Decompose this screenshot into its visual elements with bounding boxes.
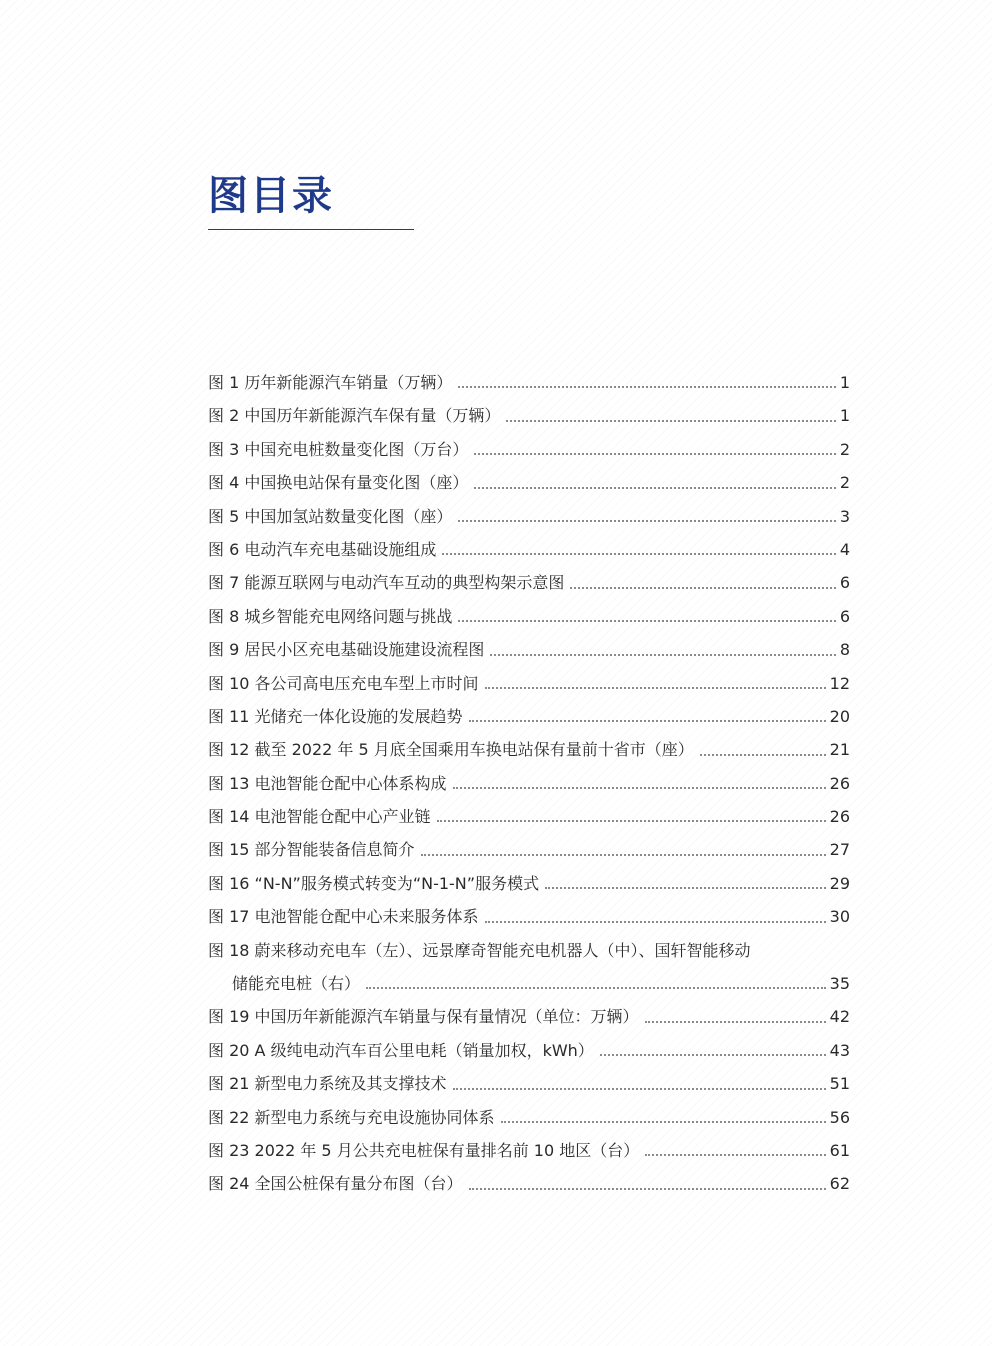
toc-page-number: 2 (839, 473, 850, 493)
dot-leader (490, 654, 835, 656)
dot-leader (474, 487, 835, 489)
dot-leader (469, 1188, 826, 1190)
toc-entry-title: 图 2 中国历年新能源汽车保有量（万辆） (208, 406, 501, 426)
toc-entry[interactable] (208, 1167, 850, 1200)
toc-entry-title: 图 9 居民小区充电基础设施建设流程图 (208, 640, 485, 660)
toc-page-number: 35 (829, 974, 850, 994)
toc-page-number: 21 (829, 740, 850, 760)
dot-leader (421, 854, 826, 856)
dot-leader (545, 887, 826, 889)
toc-entry[interactable] (208, 767, 850, 800)
toc-entry-title: 图 6 电动汽车充电基础设施组成 (208, 539, 437, 559)
dot-leader (485, 687, 826, 689)
dot-leader (453, 1088, 826, 1090)
toc-entry[interactable] (208, 800, 850, 833)
dot-leader (570, 587, 835, 589)
dot-leader (645, 1154, 825, 1156)
dot-leader (474, 453, 835, 455)
toc-entry-title: 图 1 历年新能源汽车销量（万辆） (208, 372, 453, 392)
toc-entry-title: 图 19 中国历年新能源汽车销量与保有量情况（单位：万辆） (208, 1007, 639, 1027)
toc-entry[interactable] (208, 1134, 850, 1167)
dot-leader (453, 787, 826, 789)
title-underline (208, 229, 414, 230)
toc-entry-title: 图 7 能源互联网与电动汽车互动的典型构架示意图 (208, 573, 565, 593)
toc-entry-title: 图 22 新型电力系统与充电设施协同体系 (208, 1107, 495, 1127)
toc-entry-title: 图 3 中国充电桩数量变化图（万台） (208, 439, 469, 459)
toc-entry[interactable] (208, 399, 850, 432)
toc-entry[interactable] (208, 1000, 850, 1033)
toc-page-number: 1 (839, 406, 850, 426)
toc-page-number: 2 (839, 439, 850, 459)
toc-entry[interactable] (208, 466, 850, 499)
dot-leader (506, 420, 835, 422)
toc-page-number: 8 (839, 640, 850, 660)
toc-entry-title: 图 12 截至 2022 年 5 月底全国乘用车换电站保有量前十省市（座） (208, 740, 694, 760)
dot-leader (501, 1121, 826, 1123)
toc-entry[interactable] (208, 600, 850, 633)
toc-page-number: 27 (829, 840, 850, 860)
toc-entry[interactable] (208, 533, 850, 566)
toc-page-number: 56 (829, 1107, 850, 1127)
toc-page-number: 51 (829, 1074, 850, 1094)
toc-page-number: 4 (839, 539, 850, 559)
toc-entry-title: 图 24 全国公桩保有量分布图（台） (208, 1174, 463, 1194)
toc-page-number: 62 (829, 1174, 850, 1194)
dot-leader (485, 921, 826, 923)
toc-page-number: 3 (839, 506, 850, 526)
toc-entry[interactable] (208, 433, 850, 466)
dot-leader (366, 987, 826, 989)
toc-entry[interactable] (208, 667, 850, 700)
toc-entry-title: 图 11 光储充一体化设施的发展趋势 (208, 706, 463, 726)
toc-entry[interactable] (208, 1067, 850, 1100)
toc-entry-title: 图 5 中国加氢站数量变化图（座） (208, 506, 453, 526)
dot-leader (458, 620, 835, 622)
toc-page-number: 30 (829, 907, 850, 927)
toc-page-number: 42 (829, 1007, 850, 1027)
toc-entry[interactable] (208, 1034, 850, 1067)
toc-entry[interactable] (208, 700, 850, 733)
toc-page-number: 26 (829, 807, 850, 827)
dot-leader (600, 1054, 826, 1056)
dot-leader (469, 720, 826, 722)
toc-entry[interactable] (208, 867, 850, 900)
dot-leader (458, 520, 835, 522)
toc-page-number: 20 (829, 706, 850, 726)
toc-entry-line[interactable] (208, 934, 850, 967)
toc-page-number: 43 (829, 1040, 850, 1060)
toc-page-number: 1 (839, 372, 850, 392)
toc-entry-title: 图 8 城乡智能充电网络问题与挑战 (208, 606, 453, 626)
toc-entry-title: 图 10 各公司高电压充电车型上市时间 (208, 673, 479, 693)
toc-entry[interactable] (208, 633, 850, 666)
toc-entry-title: 图 20 A 级纯电动汽车百公里电耗（销量加权，kWh） (208, 1040, 594, 1060)
dot-leader (442, 553, 835, 555)
dot-leader (437, 820, 826, 822)
toc-entry[interactable] (208, 967, 850, 1000)
toc-page-number: 6 (839, 606, 850, 626)
dot-leader (645, 1021, 826, 1023)
toc-page-number: 29 (829, 873, 850, 893)
toc-entry[interactable] (208, 366, 850, 399)
toc-entry-title: 图 15 部分智能装备信息简介 (208, 840, 415, 860)
toc-entry-title: 图 16 “N-N”服务模式转变为“N-1-N”服务模式 (208, 873, 540, 893)
toc-entry-title: 图 18 蔚来移动充电车（左）、远景摩奇智能充电机器人（中）、国轩智能移动 (208, 940, 751, 960)
page-title: 图目录 (208, 173, 334, 219)
toc-entry[interactable] (208, 566, 850, 599)
toc-page-number: 6 (839, 573, 850, 593)
toc-entry[interactable] (208, 500, 850, 533)
toc-entry[interactable] (208, 1101, 850, 1134)
toc-entry[interactable] (208, 900, 850, 933)
toc-entry[interactable] (208, 833, 850, 866)
toc-entry-title-continued: 储能充电桩（右） (232, 974, 361, 994)
toc-page-number: 61 (829, 1140, 850, 1160)
toc-entry-title: 图 14 电池智能仓配中心产业链 (208, 807, 431, 827)
figure-list (208, 366, 850, 1201)
dot-leader (700, 754, 826, 756)
toc-entry[interactable] (208, 733, 850, 766)
toc-entry-title: 图 13 电池智能仓配中心体系构成 (208, 773, 447, 793)
toc-entry-title: 图 21 新型电力系统及其支撑技术 (208, 1074, 447, 1094)
toc-page-number: 12 (829, 673, 850, 693)
toc-entry-title: 图 23 2022 年 5 月公共充电桩保有量排名前 10 地区（台） (208, 1140, 640, 1160)
toc-page-number: 26 (829, 773, 850, 793)
toc-entry-title: 图 4 中国换电站保有量变化图（座） (208, 473, 469, 493)
toc-entry-title: 图 17 电池智能仓配中心未来服务体系 (208, 907, 479, 927)
dot-leader (458, 386, 835, 388)
